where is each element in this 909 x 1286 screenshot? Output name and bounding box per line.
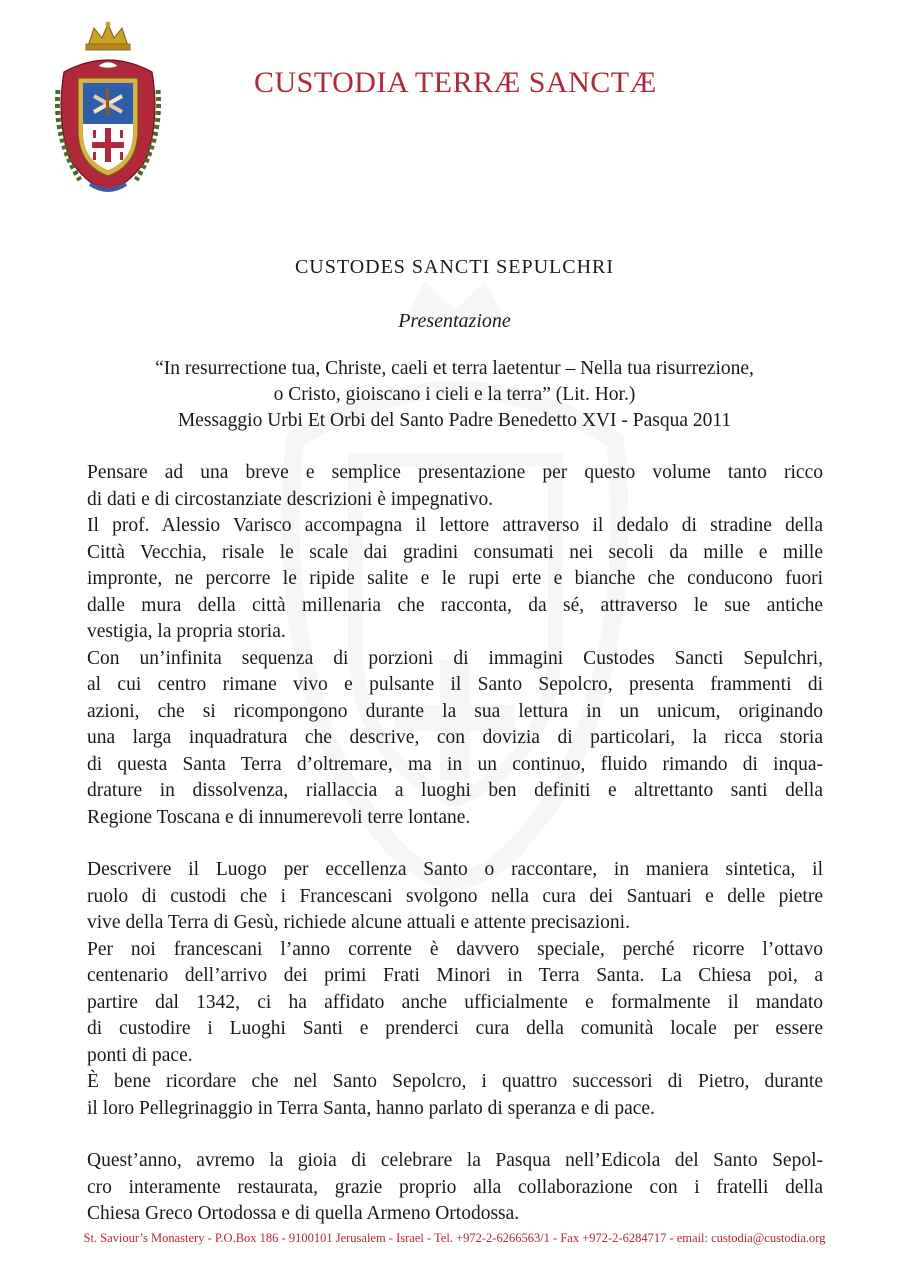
text-line: centenario dell’arrivo dei primi Frati Minori in Terra Santa. La Chiesa poi, a bbox=[87, 965, 823, 986]
text-line: dalle mura della città millenaria che racconta, da sé, attraverso le sue antiche bbox=[87, 594, 823, 616]
footer-contact-info: St. Saviour’s Monastery - P.O.Box 186 - 9100101 Jerusalem - Israel - Tel. +972-2-6266563/1 - Fax +972-2-6284717 - email: custodia@custodia.org bbox=[83, 1231, 826, 1245]
text-line: drature in dissolvenza, riallaccia a luoghi ben definiti e altrettanto santi della bbox=[87, 780, 823, 801]
text-line: di custodire i Luoghi Santi e prenderci cura della comunità locale per essere bbox=[87, 1018, 823, 1039]
text-line: di dati e di circostanziate descrizioni è impegnativo. bbox=[87, 488, 494, 510]
text-line: È bene ricordare che nel Santo Sepolcro, i quattro successori di Pietro, durante bbox=[87, 1071, 823, 1092]
text-line: Regione Toscana e di innumerevoli terre lontane. bbox=[87, 806, 471, 828]
text-line: Il prof. Alessio Varisco accompagna il lettore attraverso il dedalo di stradine della bbox=[87, 515, 823, 536]
quote-line: o Cristo, gioiscano i cieli e la terra” (Lit. Hor.) bbox=[273, 384, 636, 405]
text-line: Con un’infinita sequenza di porzioni di immagini Custodes Sancti Sepulchri, bbox=[87, 647, 823, 669]
text-line: il loro Pellegrinaggio in Terra Santa, hanno parlato di speranza e di pace. bbox=[87, 1097, 655, 1119]
text-line: Quest’anno, avremo la gioia di celebrare la Pasqua nell’Edicola del Santo Sepol- bbox=[87, 1150, 823, 1171]
organization-title: CUSTODIA TERRÆ SANCTÆ bbox=[254, 66, 657, 99]
text-line: vive della Terra di Gesù, richiede alcune attuali e attente precisazioni. bbox=[87, 912, 630, 933]
text-line: impronte, ne percorre le ripide salite e le rupi erte e bianche che conducono fuori bbox=[87, 568, 823, 589]
body-text bbox=[87, 460, 823, 1254]
paragraph-group bbox=[87, 1148, 823, 1228]
text-line: ruolo di custodi che i Francescani svolgono nella cura dei Santuari e delle pietre bbox=[87, 885, 823, 907]
text-line: al cui centro rimane vivo e pulsante il Santo Sepolcro, presenta frammenti di bbox=[87, 674, 823, 695]
text-line: partire dal 1342, ci ha affidato anche ufficialmente e formalmente il mandato bbox=[87, 991, 823, 1013]
paragraph-group bbox=[87, 460, 823, 831]
text-line: vestigia, la propria storia. bbox=[87, 621, 286, 642]
text-line: Per noi francescani l’anno corrente è davvero speciale, perché ricorre l’ottavo bbox=[87, 938, 823, 960]
epigraph-quote bbox=[60, 356, 849, 434]
text-line: ponti di pace. bbox=[87, 1044, 193, 1066]
text-line: azioni, che si ricompongono durante la sua lettura in un unicum, originando bbox=[87, 700, 823, 722]
text-line: Pensare ad una breve e semplice presentazione per questo volume tanto ricco bbox=[87, 462, 823, 483]
document-subheading: Presentazione bbox=[398, 310, 511, 332]
text-line: di questa Santa Terra d’oltremare, ma in un continuo, fluido rimando di inqua- bbox=[87, 753, 823, 775]
text-line: cro interamente restaurata, grazie proprio alla collaborazione con i fratelli della bbox=[87, 1176, 823, 1198]
custodia-coat-of-arms-icon bbox=[50, 20, 166, 198]
paragraph-group bbox=[87, 857, 823, 1122]
quote-line: “In resurrectione tua, Christe, caeli et terra laetentur – Nella tua risurrezione, bbox=[155, 358, 754, 379]
text-line: Città Vecchia, risale le scale dai gradini consumati nei secoli da mille e mille bbox=[87, 541, 823, 563]
text-line: Chiesa Greco Ortodossa e di quella Armeno Ortodossa. bbox=[87, 1203, 520, 1224]
document-heading: CUSTODES SANCTI SEPULCHRI bbox=[294, 256, 615, 278]
quote-line: Messaggio Urbi Et Orbi del Santo Padre Benedetto XVI - Pasqua 2011 bbox=[177, 410, 732, 431]
text-line: una larga inquadratura che descrive, con dovizia di particolari, la ricca storia bbox=[87, 727, 823, 748]
text-line: Descrivere il Luogo per eccellenza Santo o raccontare, in maniera sintetica, il bbox=[87, 859, 823, 880]
